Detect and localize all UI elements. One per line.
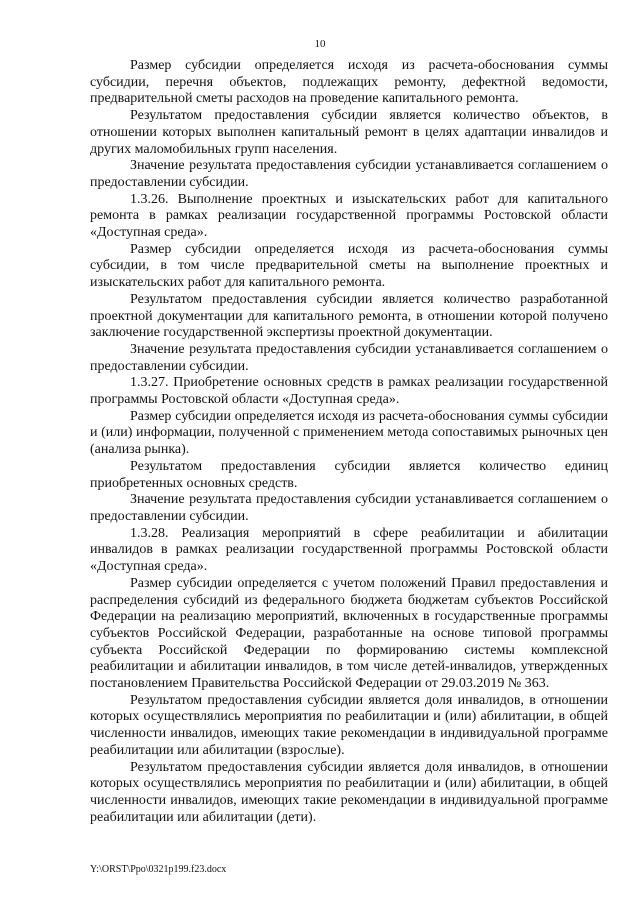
paragraph: Размер субсидии определяется исходя из расчета-обоснования суммы субсидии, в том числе предварительной сметы на выполнение проектных и изыскательских работ для капитального ремонта. xyxy=(90,241,608,291)
footer-file-path: Y:\ORST\Ppo\0321p199.f23.docx xyxy=(90,864,227,875)
paragraph: Результатом предоставления субсидии является количество разработанной проектной документации для капитального ремонта, в отношении которой получено заключение государственной экспертизы проектной документации. xyxy=(90,291,608,341)
paragraph: Значение результата предоставления субсидии устанавливается соглашением о предоставлении субсидии. xyxy=(90,492,608,524)
paragraph: Результатом предоставления субсидии является доля инвалидов, в отношении которых осуществлялись мероприятия по реабилитации и (или) абилитации, в общей численности инвалидов, имеющих такие рекомендации в индивидуальной программе реабилитации или абилитации (дети). xyxy=(90,759,608,825)
paragraph: Размер субсидии определяется с учетом положений Правил предоставления и распределения субсидий из федерального бюджета бюджетам субъектов Российской Федерации на реализацию мероприятий, включенных в государственные программы субъектов Российской Федерации, разработанные на основе типовой программы субъекта Российской Федерации по формированию системы комплексной реабилитации и абилитации инвалидов, в том числе детей-инвалидов, утвержденных постановлением Правительства Российской Федерации от 29.03.2019 № 363. xyxy=(90,575,608,692)
section-heading-1-3-26: 1.3.26. Выполнение проектных и изыскательских работ для капитального ремонта в рамках реализации государственной программы Ростовской области «Доступная среда». xyxy=(90,191,608,241)
paragraph: Результатом предоставления субсидии является количество единиц приобретенных основных средств. xyxy=(90,458,608,491)
paragraph: Результатом предоставления субсидии является доля инвалидов, в отношении которых осуществлялись мероприятия по реабилитации и (или) абилитации, в общей численности инвалидов, имеющих такие рекомендации в индивидуальной программе реабилитации или абилитации (взрослые). xyxy=(90,692,608,758)
page-number: 10 xyxy=(314,38,326,50)
paragraph: Размер субсидии определяется исходя из расчета-обоснования суммы субсидии, перечня объектов, подлежащих ремонту, дефектной ведомости, предварительной сметы расходов на проведение капитального ремонта. xyxy=(90,58,608,107)
paragraph: Результатом предоставления субсидии является количество объектов, в отношении которых выполнен капитальный ремонт в целях адаптации инвалидов и других маломобильных групп населения. xyxy=(90,108,608,157)
paragraph: Размер субсидии определяется исходя из расчета-обоснования суммы субсидии и (или) информации, полученной с применением метода сопоставимых рыночных цен (анализа рынка). xyxy=(90,408,608,458)
paragraph: Значение результата предоставления субсидии устанавливается соглашением о предоставлении субсидии. xyxy=(90,341,608,374)
paragraph: Значение результата предоставления субсидии устанавливается соглашением о предоставлении субсидии. xyxy=(90,158,608,190)
section-heading-1-3-28: 1.3.28. Реализация мероприятий в сфере реабилитации и абилитации инвалидов в рамках реализации государственной программы Ростовской области «Доступная среда». xyxy=(90,525,608,575)
document-body xyxy=(90,58,608,826)
section-heading-1-3-27: 1.3.27. Приобретение основных средств в рамках реализации государственной программы Ростовской области «Доступная среда». xyxy=(90,375,608,408)
